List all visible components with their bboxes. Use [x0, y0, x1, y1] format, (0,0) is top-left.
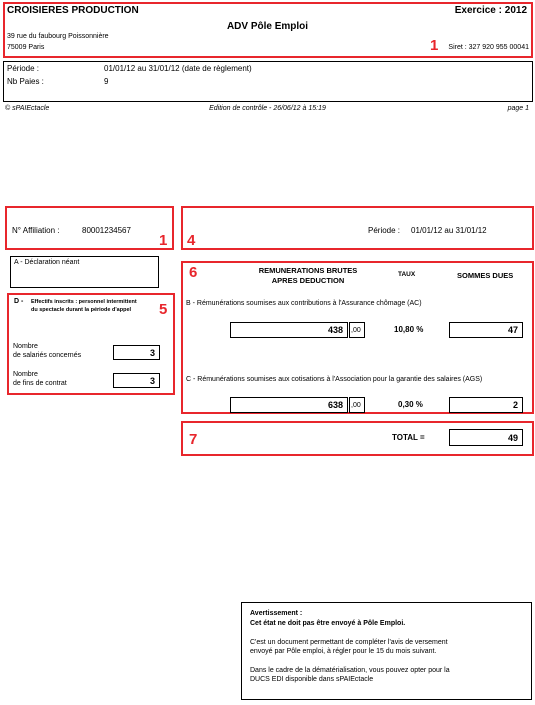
- b-rate: 10,80 %: [394, 325, 424, 334]
- total-value: 49: [449, 429, 523, 446]
- callout-1-affiliation: 1: [159, 232, 168, 249]
- warning-title: Avertissement :: [250, 610, 303, 617]
- periode-right-label: Période :: [368, 226, 401, 235]
- c-label: C - Rémunérations soumises aux cotisations à l'Association pour la garantie des salaires (AGS): [186, 376, 483, 383]
- address-line-2: 75009 Paris: [7, 44, 45, 51]
- warning-para1-line1: C'est un document permettant de compléter l'avis de versement: [250, 639, 448, 646]
- nb-paies-value: 9: [104, 77, 109, 86]
- b-due: 47: [449, 322, 523, 338]
- b-amount: 438: [230, 322, 348, 338]
- salaries-value: 3: [113, 345, 160, 360]
- callout-7: 7: [189, 431, 198, 448]
- fins-value: 3: [113, 373, 160, 388]
- c-due: 2: [449, 397, 523, 413]
- callout-1-header: 1: [430, 37, 439, 54]
- copyright: © sPAIEctacle: [5, 105, 50, 112]
- periode-label: Période :: [7, 64, 40, 73]
- warning-para2-line2: DUCS EDI disponible dans sPAIEctacle: [250, 676, 374, 683]
- nb-paies-label: Nb Paies :: [7, 77, 44, 86]
- warning-para2-line1: Dans le cadre de la dématérialisation, vous pouvez opter pour la: [250, 667, 450, 674]
- affiliation-value: 80001234567: [82, 226, 131, 235]
- b-cents: ,00: [351, 327, 361, 334]
- salaries-label-2: de salariés concernés: [13, 352, 82, 359]
- callout-5: 5: [159, 301, 168, 318]
- c-cents: ,00: [351, 402, 361, 409]
- affiliation-label: N° Affiliation :: [12, 226, 60, 235]
- remunerations-header-2: APRES DEDUCTION: [271, 276, 345, 285]
- company-name: CROISIERES PRODUCTION: [7, 5, 139, 16]
- edition-date: Edition de contrôle - 26/06/12 à 15:19: [209, 105, 326, 112]
- callout-6: 6: [189, 264, 198, 281]
- callout-4: 4: [187, 232, 196, 249]
- salaries-label-1: Nombre: [13, 343, 38, 350]
- page-number: page 1: [507, 105, 529, 112]
- exercise-year: Exercice : 2012: [454, 5, 527, 16]
- siret-number: Siret : 327 920 955 00041: [448, 44, 529, 51]
- document-title: ADV Pôle Emploi: [226, 21, 309, 32]
- fins-label-2: de fins de contrat: [13, 380, 67, 387]
- c-amount: 638: [230, 397, 348, 413]
- address-line-1: 39 rue du faubourg Poissonnière: [7, 33, 109, 40]
- warning-bold: Cet état ne doit pas être envoyé à Pôle Emploi.: [250, 620, 406, 627]
- effectifs-title-2: du spectacle durant la période d'appel: [31, 307, 132, 313]
- taux-header: TAUX: [398, 271, 416, 278]
- effectifs-title-1: Effectifs inscrits : personnel intermittent: [31, 299, 137, 305]
- b-label: B - Rémunérations soumises aux contributions à l'Assurance chômage (AC): [186, 300, 422, 307]
- c-rate: 0,30 %: [398, 400, 423, 409]
- warning-para1-line2: envoyé par Pôle emploi, à régler pour le 15 du mois suivant.: [250, 648, 437, 655]
- sommes-header: SOMMES DUES: [457, 271, 514, 280]
- periode-right-value: 01/01/12 au 31/01/12: [411, 226, 487, 235]
- periode-value: 01/01/12 au 31/01/12 (date de règlement): [104, 64, 252, 73]
- effectifs-prefix: D -: [14, 298, 24, 305]
- remunerations-header-1: REMUNERATIONS BRUTES: [258, 266, 358, 275]
- period-box: [3, 61, 533, 102]
- total-label: TOTAL =: [392, 433, 425, 442]
- declaration-neant-label: A - Déclaration néant: [14, 259, 80, 266]
- fins-label-1: Nombre: [13, 371, 38, 378]
